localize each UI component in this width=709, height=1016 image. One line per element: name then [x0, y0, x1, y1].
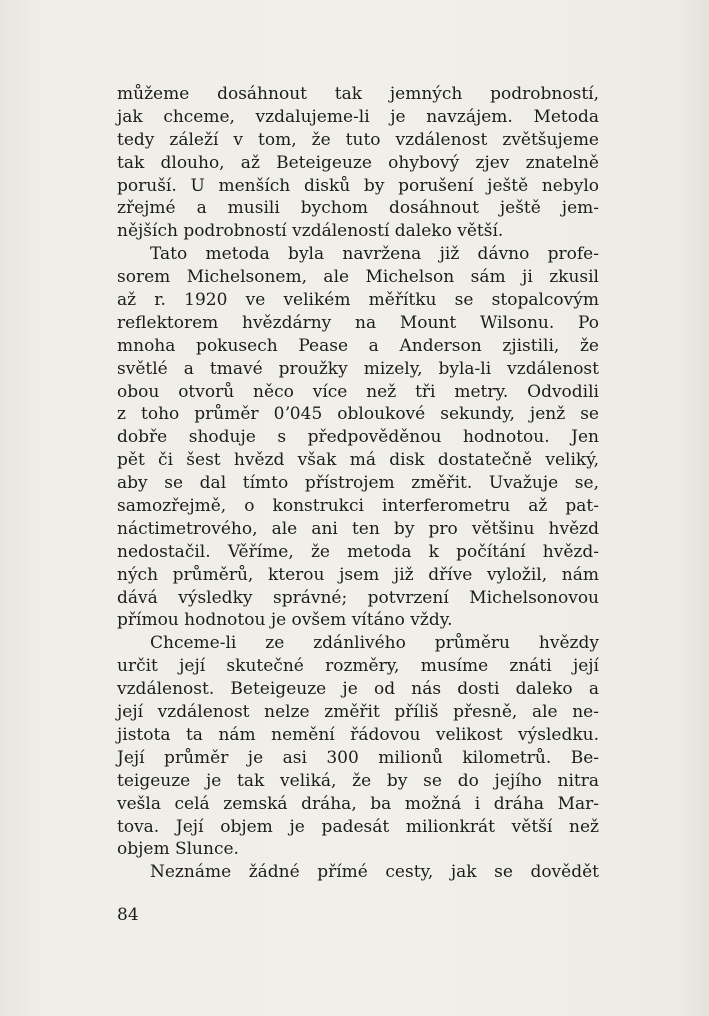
text-line: můžeme dosáhnout tak jemných podrobností, [117, 84, 599, 104]
text-line: poruší. U menších disků by porušení ještě nebylo [117, 175, 599, 196]
text-line: objem Slunce. [117, 839, 239, 860]
text-line: reflektorem hvězdárny na Mount Wilsonu. Po [117, 312, 599, 333]
text-line: Její průměr je asi 300 milionů kilometrů. Be- [117, 747, 599, 768]
text-line: určit její skutečné rozměry, musíme znáti její [117, 656, 599, 677]
text-line: vešla celá zemská dráha, ba možná i dráha Mar- [117, 793, 599, 814]
text-line: tak dlouho, až Beteigeuze ohybový zjev znatelně [117, 152, 599, 173]
text-line: zřejmé a musili bychom dosáhnout ještě jem- [117, 198, 599, 219]
body-text [117, 83, 599, 884]
text-line: samozřejmě, o konstrukci interferometru až pat- [117, 496, 599, 517]
text-line: až r. 1920 ve velikém měřítku se stopalcovým [117, 290, 599, 311]
text-line: nějších podrobností vzdáleností daleko větší. [117, 221, 504, 242]
text-line: Tato metoda byla navržena již dávno profe- [150, 244, 599, 265]
page-number: 84 [117, 905, 139, 925]
text-line: Neznáme žádné přímé cesty, jak se dovědět [150, 862, 599, 883]
text-line: teigeuze je tak veliká, že by se do jejího nitra [117, 770, 599, 791]
text-line: tedy záleží v tom, že tuto vzdálenost zvětšujeme [117, 129, 599, 150]
text-line: aby se dal tímto přístrojem změřit. Uvažuje se, [117, 473, 599, 494]
text-line: Chceme-li ze zdánlivého průměru hvězdy [150, 633, 599, 654]
text-line: ných průměrů, kterou jsem již dříve vyložil, nám [117, 564, 599, 585]
text-line: sorem Michelsonem, ale Michelson sám ji zkusil [117, 267, 599, 288]
text-line: vzdálenost. Beteigeuze je od nás dosti daleko a [117, 679, 599, 700]
text-line: pět či šest hvězd však má disk dostatečně veliký, [117, 450, 599, 471]
text-line: mnoha pokusech Pease a Anderson zjistili, že [117, 335, 599, 356]
text-line: dává výsledky správné; potvrzení Michelsonovou [117, 587, 599, 608]
text-line: dobře shoduje s předpověděnou hodnotou. Jen [117, 427, 599, 448]
text-line: přímou hodnotou je ovšem vítáno vždy. [117, 610, 453, 631]
text-line: z toho průměr 0ʼ045 obloukové sekundy, jenž se [117, 404, 599, 425]
text-line: jistota ta nám nemění řádovou velikost výsledku. [117, 724, 599, 745]
text-line: světlé a tmavé proužky mizely, byla-li vzdálenost [117, 358, 599, 379]
text-line: tova. Její objem je padesát milionkrát větší než [117, 816, 599, 837]
text-line: obou otvorů něco více než tři metry. Odvodili [117, 381, 599, 402]
text-line: náctimetrového, ale ani ten by pro většinu hvězd [117, 518, 599, 539]
text-line: jak chceme, vzdalujeme-li je navzájem. Metoda [117, 106, 599, 127]
text-line: nedostačil. Věříme, že metoda k počítání hvězd- [117, 541, 599, 562]
text-line: její vzdálenost nelze změřit příliš přesně, ale ne- [117, 702, 599, 723]
